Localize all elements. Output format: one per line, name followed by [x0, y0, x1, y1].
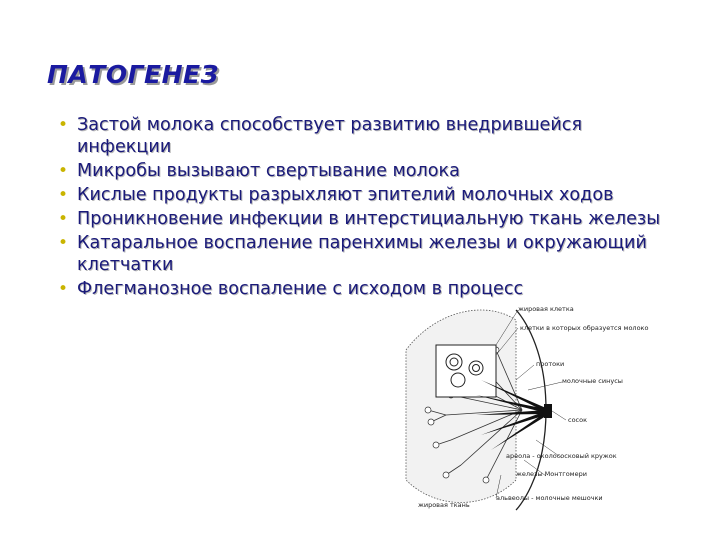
bullet-dot-icon: • [58, 209, 69, 229]
bullet-dot-icon: • [58, 279, 69, 299]
diagram-label: протоки [536, 360, 565, 368]
breast-anatomy-illustration [396, 280, 720, 540]
diagram-label: клетки в которых образуется молоко [520, 324, 649, 332]
diagram-label: молочные синусы [562, 377, 623, 385]
bullet-item: • Проникновение инфекции в интерстициальную ткань железы [58, 209, 661, 229]
bullet-item: • Катаральное воспаление паренхимы железы и окружающий клетчатки [58, 233, 647, 275]
bullet-item: • Флегманозное воспаление с исходом в процесс [58, 279, 524, 299]
bullet-dot-icon: • [58, 185, 69, 205]
diagram-label: жировая клетка [518, 305, 574, 313]
bullet-item: • Кислые продукты разрыхляют эпителий молочных ходов [58, 185, 614, 205]
bullet-dot-icon: • [58, 115, 69, 135]
diagram-label: ареола - околососковый кружок [506, 452, 617, 460]
breast-anatomy-diagram [396, 280, 720, 540]
diagram-label: альвеолы - молочные мешочки [496, 494, 603, 502]
bullet-item: • Застой молока способствует развитию внедрившейся инфекции [58, 115, 583, 157]
bullet-item: • Микробы вызывают свертывание молока [58, 161, 460, 181]
diagram-label: жировая ткань [418, 501, 470, 509]
bullet-dot-icon: • [58, 161, 69, 181]
diagram-label: железы Монтгомери [516, 470, 587, 478]
bullet-dot-icon: • [58, 233, 69, 253]
slide-title: ПАТОГЕНЕЗ [47, 60, 219, 89]
diagram-label: сосок [568, 416, 588, 424]
bullet-list [58, 114, 678, 302]
